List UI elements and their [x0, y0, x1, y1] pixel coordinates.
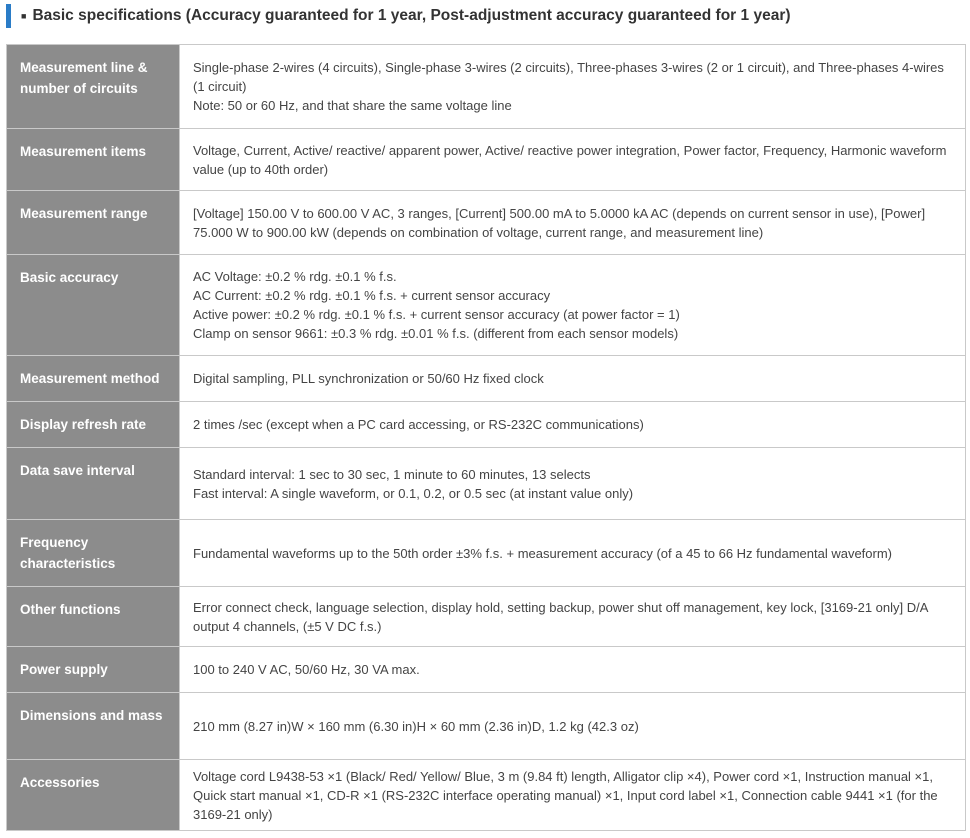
section-heading: [6, 4, 961, 28]
spec-value: [180, 587, 966, 647]
heading-accent-bar: [6, 4, 11, 28]
spec-row: [7, 693, 966, 760]
spec-value-line: AC Current: ±0.2 % rdg. ±0.1 % f.s. + current sensor accuracy: [193, 288, 551, 303]
spec-label: Data save interval: [7, 448, 180, 520]
spec-row: [7, 356, 966, 402]
spec-value-line: 210 mm (8.27 in)W × 160 mm (6.30 in)H × 60 mm (2.36 in)D, 1.2 kg (42.3 oz): [193, 718, 639, 734]
spec-label: Frequency characteristics: [7, 520, 180, 587]
spec-row: [7, 587, 966, 647]
spec-row: [7, 647, 966, 693]
spec-row: [7, 520, 966, 587]
spec-label: Accessories: [7, 760, 180, 831]
spec-table: [6, 44, 966, 831]
spec-row: [7, 255, 966, 356]
spec-value: [180, 45, 966, 129]
spec-value-line: Digital sampling, PLL synchronization or 50/60 Hz fixed clock: [193, 371, 544, 386]
spec-row: [7, 45, 966, 129]
spec-value-line: Standard interval: 1 sec to 30 sec, 1 minute to 60 minutes, 13 selects: [193, 466, 591, 482]
spec-value-line: 2 times /sec (except when a PC card accessing, or RS-232C communications): [193, 417, 644, 432]
square-bullet-icon: ■: [21, 10, 27, 21]
spec-label: Measurement items: [7, 129, 180, 191]
spec-value-line: Error connect check, language selection, display hold, setting backup, power shut off management, key lock, [3169-21 only] D/A output 4 channels, (±5 V DC f.s.): [193, 599, 928, 634]
spec-value-line: Fast interval: A single waveform, or 0.1, 0.2, or 0.5 sec (at instant value only): [193, 485, 634, 501]
spec-row: [7, 402, 966, 448]
spec-label: Measurement range: [7, 191, 180, 255]
spec-label: Power supply: [7, 647, 180, 693]
spec-value: [180, 647, 966, 693]
spec-label: Display refresh rate: [7, 402, 180, 448]
spec-value: [180, 402, 966, 448]
section-title: Basic specifications (Accuracy guaranteed for 1 year, Post-adjustment accuracy guaranteed for 1 year): [32, 7, 791, 24]
spec-row: [7, 448, 966, 520]
spec-value-line: [Voltage] 150.00 V to 600.00 V AC, 3 ranges, [Current] 500.00 mA to 5.0000 kA AC (depends on current sensor in use), [Power] 75.000 W to 900.00 kW (depends on combination of voltage, current range, and measurement line): [193, 205, 926, 240]
spec-value: [180, 255, 966, 356]
spec-value: [180, 760, 966, 831]
spec-value-line: Voltage, Current, Active/ reactive/ apparent power, Active/ reactive power integration, Power factor, Frequency, Harmonic waveform value (up to 40th order): [193, 142, 947, 177]
spec-value: [180, 520, 966, 587]
spec-table-body: [7, 45, 966, 831]
spec-label: Basic accuracy: [7, 255, 180, 356]
spec-value: [180, 693, 966, 760]
spec-value: [180, 448, 966, 520]
spec-label: Dimensions and mass: [7, 693, 180, 760]
spec-value: [180, 356, 966, 402]
spec-value-line: AC Voltage: ±0.2 % rdg. ±0.1 % f.s.: [193, 269, 397, 284]
spec-value-line: Active power: ±0.2 % rdg. ±0.1 % f.s. + current sensor accuracy (at power factor = 1): [193, 307, 680, 322]
spec-row: [7, 760, 966, 831]
spec-row: [7, 191, 966, 255]
spec-value-line: Fundamental waveforms up to the 50th order ±3% f.s. + measurement accuracy (of a 45 to 66 Hz fundamental waveform): [193, 545, 893, 561]
spec-value-line: 100 to 240 V AC, 50/60 Hz, 30 VA max.: [193, 662, 420, 677]
spec-value: [180, 191, 966, 255]
spec-label: Other functions: [7, 587, 180, 647]
spec-label: Measurement method: [7, 356, 180, 402]
spec-row: [7, 129, 966, 191]
spec-value: [180, 129, 966, 191]
spec-value-line: Clamp on sensor 9661: ±0.3 % rdg. ±0.01 % f.s. (different from each sensor models): [193, 326, 679, 341]
spec-label: Measurement line & number of circuits: [7, 45, 180, 129]
spec-value-line: Note: 50 or 60 Hz, and that share the same voltage line: [193, 98, 512, 113]
spec-value-line: Voltage cord L9438-53 ×1 (Black/ Red/ Yellow/ Blue, 3 m (9.84 ft) length, Alligator clip ×4), Power cord ×1, Instruction manual ×1, Quick start manual ×1, CD-R ×1 (RS-232C interface operating manual) ×1, Input cord label ×1, Connection cable 9441 ×1 (for the 3169-21 only): [193, 768, 938, 822]
spec-value-line: Single-phase 2-wires (4 circuits), Single-phase 3-wires (2 circuits), Three-phases 3-wires (2 or 1 circuit), and Three-phases 4-wires (1 circuit): [193, 60, 944, 94]
